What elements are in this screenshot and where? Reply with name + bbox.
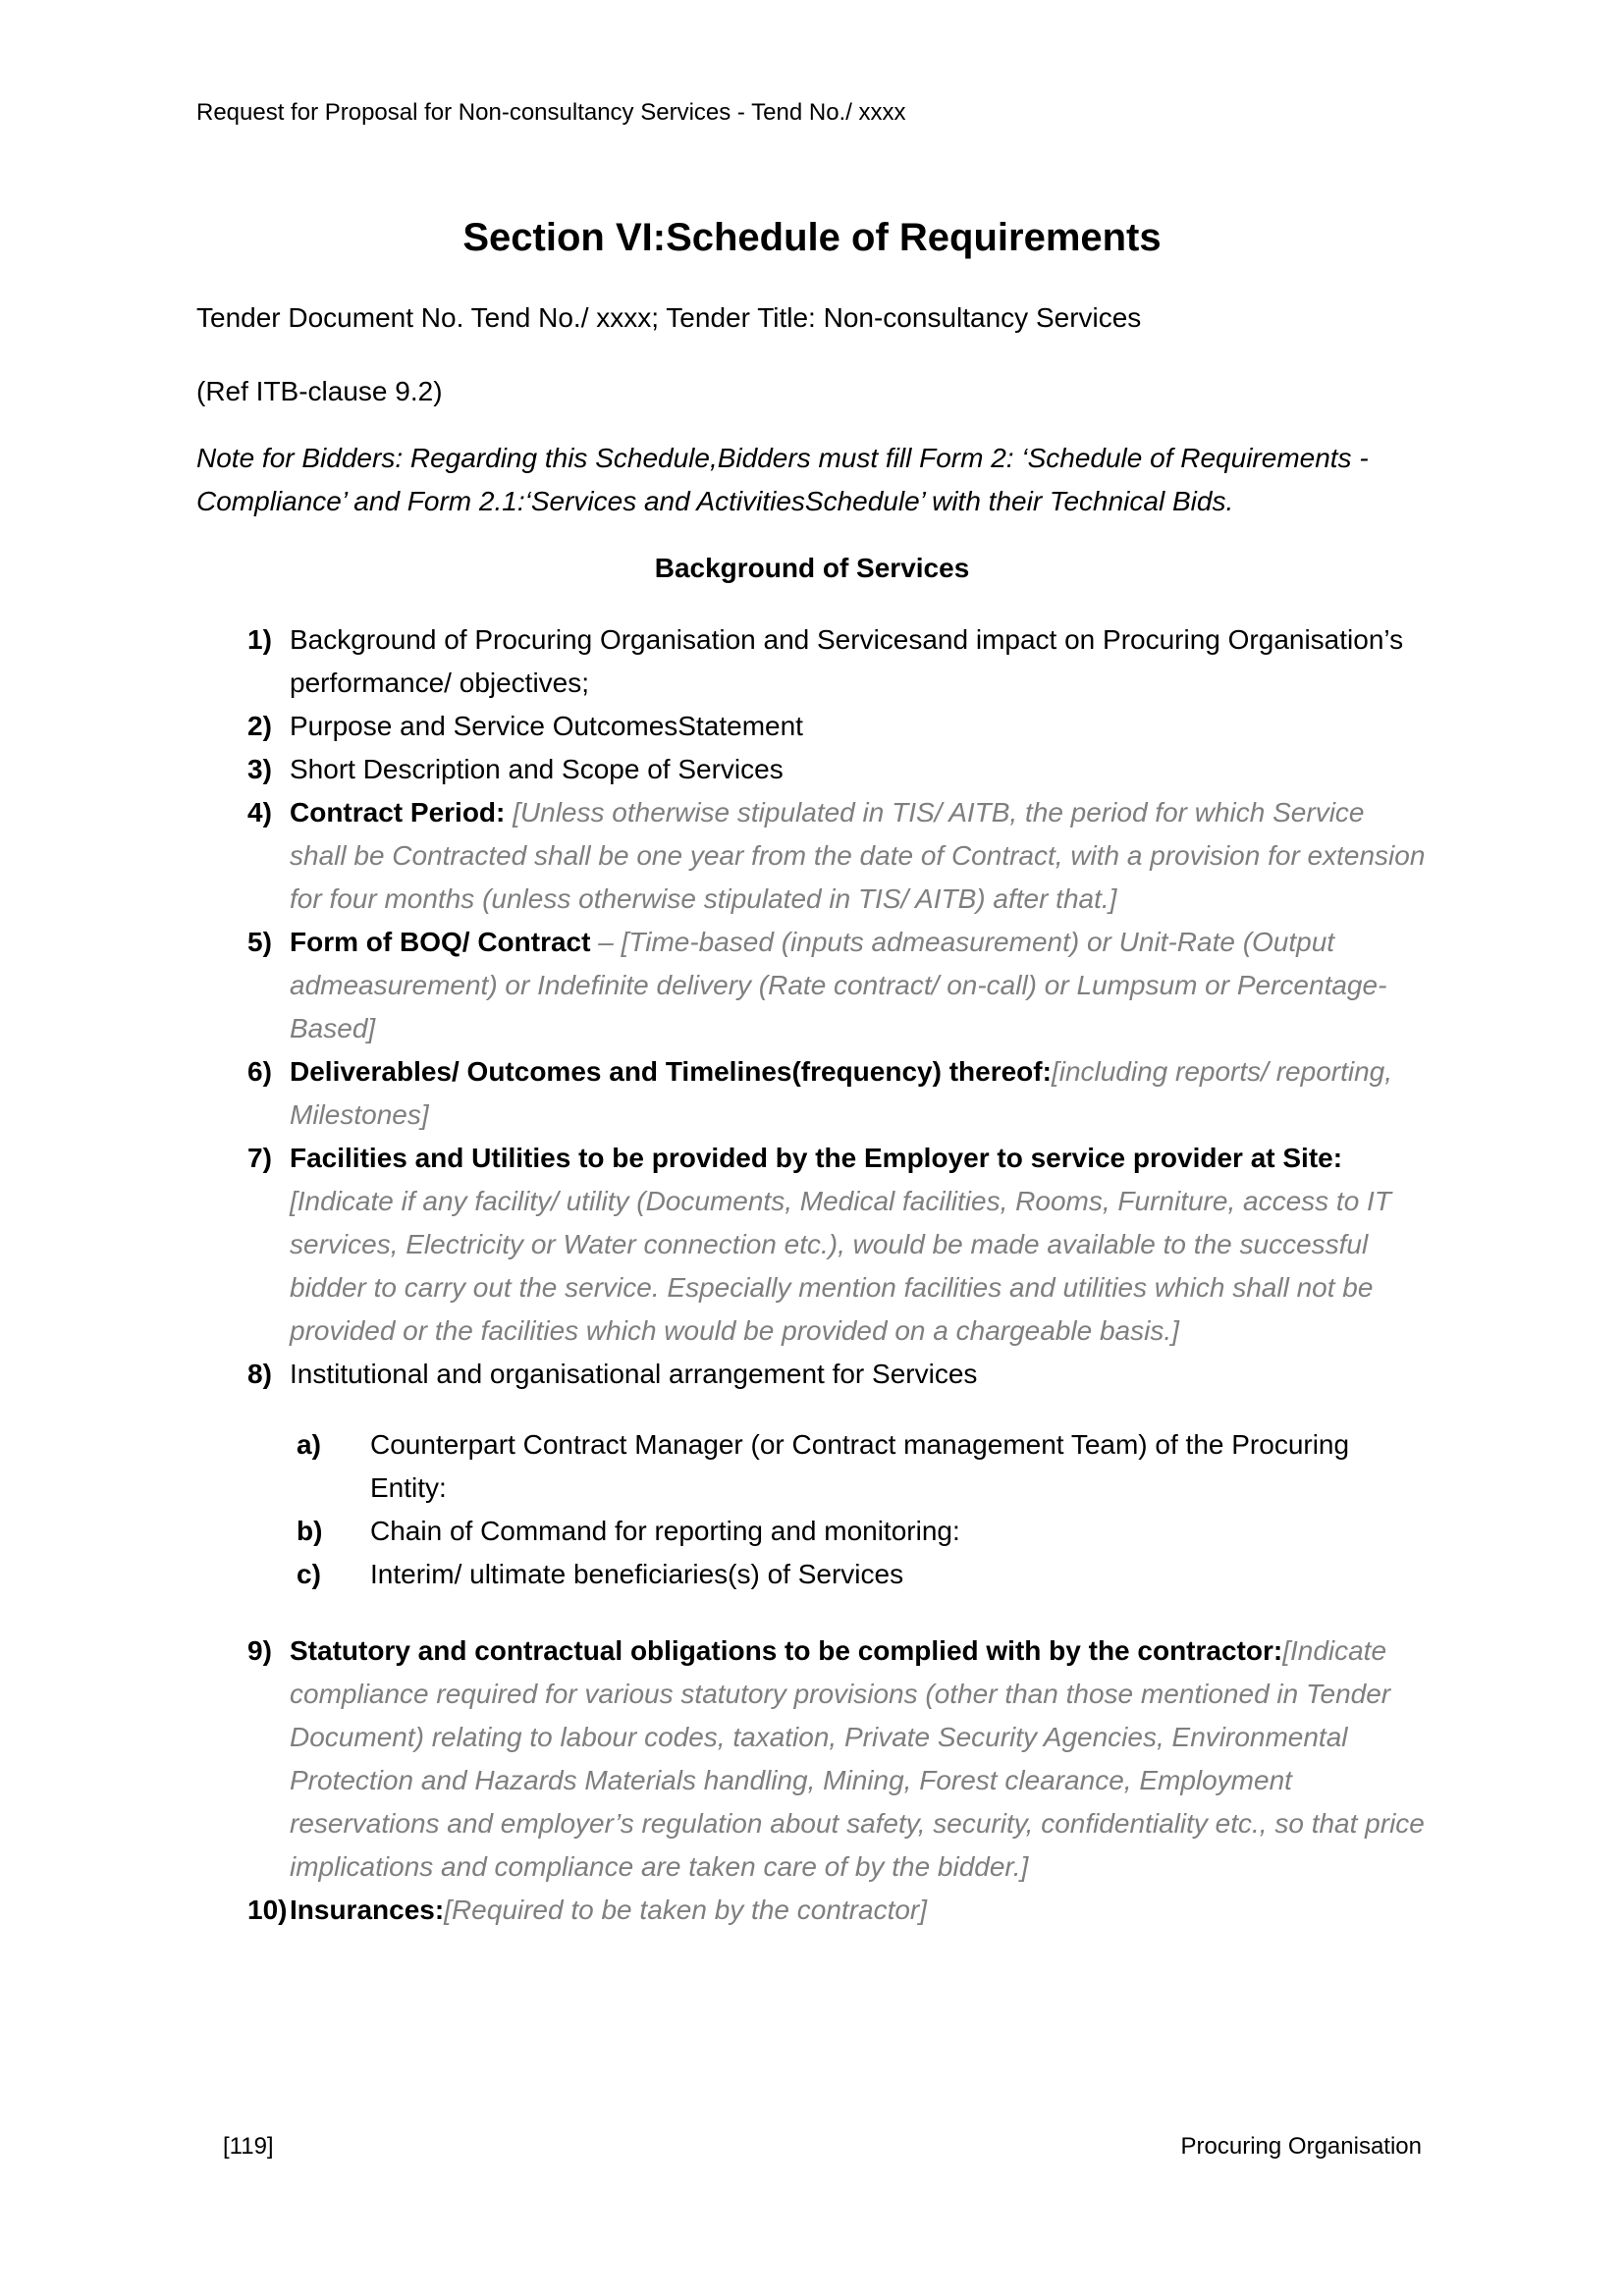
requirements-list bbox=[196, 618, 1428, 1932]
sub-item-c bbox=[196, 1553, 1428, 1596]
item-number: 1) bbox=[247, 624, 272, 655]
item-number: 7) bbox=[247, 1143, 272, 1173]
list-item-10 bbox=[196, 1889, 1428, 1932]
item-text: Purpose and Service OutcomesStatement bbox=[290, 711, 803, 741]
footer-organisation: Procuring Organisation bbox=[1180, 2133, 1422, 2160]
item-annotation: [Indicate if any facility/ utility (Documents, Medical facilities, Rooms, Furniture, access to IT services, Electricity or Water connection etc.), would be made available to the successful bidder to carry out the service. Especially mention facilities and utilities which shall not be provided or the facilities which would be provided on a chargeable basis.] bbox=[290, 1186, 1391, 1346]
item-number: 9) bbox=[247, 1635, 272, 1666]
page-header bbox=[196, 0, 1428, 128]
list-item-2 bbox=[196, 705, 1428, 748]
sub-item-letter: a) bbox=[297, 1429, 321, 1460]
sub-item-text: Counterpart Contract Manager (or Contract management Team) of the Procuring Entity: bbox=[370, 1429, 1350, 1503]
list-item-7 bbox=[196, 1137, 1428, 1353]
item-number: 8) bbox=[247, 1359, 272, 1389]
item-number: 4) bbox=[247, 797, 272, 828]
ref-clause-line: (Ref ITB-clause 9.2) bbox=[196, 376, 443, 406]
list-item-8 bbox=[196, 1353, 1428, 1396]
list-item-3 bbox=[196, 748, 1428, 791]
note-for-bidders: Note for Bidders: Regarding this Schedule,Bidders must fill Form 2: ‘Schedule of Requirements - Compliance’ and Form 2.1:‘Services and ActivitiesSchedule’ with their Technical Bids. bbox=[196, 443, 1369, 516]
list-item-1 bbox=[196, 618, 1428, 705]
item-annotation: [Required to be taken by the contractor] bbox=[444, 1895, 928, 1925]
institutional-sublist bbox=[196, 1423, 1428, 1596]
item-text: Background of Procuring Organisation and Servicesand impact on Procuring Organisation’s performance/ objectives; bbox=[290, 624, 1404, 698]
item-number: 5) bbox=[247, 927, 272, 957]
item-lead: Contract Period: bbox=[290, 797, 506, 828]
item-lead: Insurances: bbox=[290, 1895, 445, 1925]
item-lead: Form of BOQ/ Contract bbox=[290, 927, 591, 957]
item-text: Institutional and organisational arrangement for Services bbox=[290, 1359, 978, 1389]
item-lead: Statutory and contractual obligations to be complied with by the contractor: bbox=[290, 1635, 1283, 1666]
section-title: Section VI:Schedule of Requirements bbox=[462, 216, 1162, 259]
item-annotation: [Unless otherwise stipulated in TIS/ AITB, the period for which Service shall be Contracted shall be one year from the date of Contract, with a provision for extension for four months (unless otherwise stipulated in TIS/ AITB) after that.] bbox=[290, 797, 1426, 914]
item-lead: Deliverables/ Outcomes and Timelines(frequency) thereof: bbox=[290, 1056, 1052, 1087]
header-text: Request for Proposal for Non-consultancy Services - Tend No./ xxxx bbox=[196, 99, 906, 126]
item-number: 10) bbox=[247, 1895, 288, 1925]
list-item-9 bbox=[196, 1629, 1428, 1889]
item-annotation: [Indicate compliance required for various statutory provisions (other than those mentioned in Tender Document) relating to labour codes, taxation, Private Security Agencies, Environmental Protection and Hazards Materials handling, Mining, Forest clearance, Employment reservations and employer’s regulation about safety, security, confidentiality etc., so that price implications and compliance are taken care of by the bidder.] bbox=[290, 1635, 1425, 1882]
sub-item-text: Chain of Command for reporting and monitoring: bbox=[370, 1516, 960, 1546]
sub-item-text: Interim/ ultimate beneficiaries(s) of Services bbox=[370, 1559, 904, 1589]
background-of-services-heading: Background of Services bbox=[654, 553, 970, 583]
tender-meta-line: Tender Document No. Tend No./ xxxx; Tender Title: Non-consultancy Services bbox=[196, 302, 1142, 333]
list-item-6 bbox=[196, 1050, 1428, 1137]
item-number: 6) bbox=[247, 1056, 272, 1087]
sub-item-letter: c) bbox=[297, 1559, 321, 1589]
item-annotation: – [Time-based (inputs admeasurement) or Unit-Rate (Output admeasurement) or Indefinite delivery (Rate contract/ on-call) or Lumpsum or Percentage-Based] bbox=[290, 927, 1387, 1043]
sub-item-letter: b) bbox=[297, 1516, 323, 1546]
sub-item-b bbox=[196, 1510, 1428, 1553]
item-text: Short Description and Scope of Services bbox=[290, 754, 784, 784]
item-number: 3) bbox=[247, 754, 272, 784]
list-item-4 bbox=[196, 791, 1428, 921]
item-annotation: [including reports/ reporting, Milestones] bbox=[290, 1056, 1393, 1130]
item-lead: Facilities and Utilities to be provided by the Employer to service provider at Site: bbox=[290, 1143, 1343, 1173]
item-number: 2) bbox=[247, 711, 272, 741]
page-number: [119] bbox=[223, 2133, 274, 2160]
requirements-list-continued bbox=[196, 1629, 1428, 1932]
list-item-5 bbox=[196, 921, 1428, 1050]
sub-item-a bbox=[196, 1423, 1428, 1510]
